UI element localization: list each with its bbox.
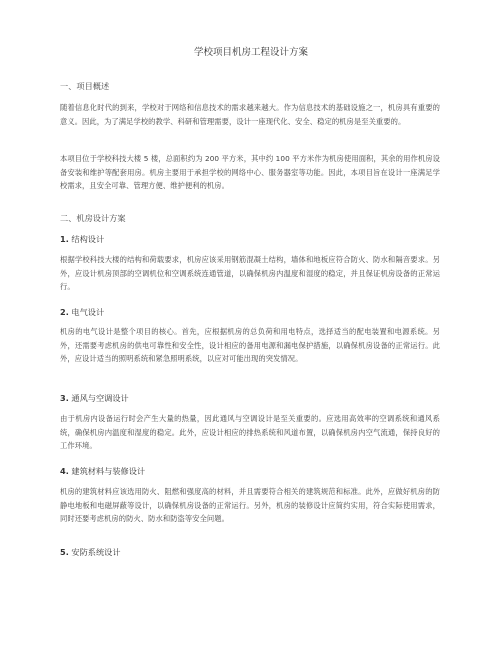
subsection-title: 建筑材料与装修设计	[71, 466, 146, 476]
document-title: 学校项目机房工程设计方案	[193, 47, 308, 58]
subsection-title: 安防系统设计	[71, 547, 121, 557]
subsection-number: 5.	[60, 547, 69, 557]
section-heading-overview: 一、项目概述	[60, 81, 110, 91]
subsection-title: 结构设计	[71, 234, 105, 244]
structure-paragraph: 根据学校科技大楼的结构和荷载要求，机房应该采用钢筋混凝土结构，墙体和地板应符合防火、防水和隔音要求。另外，应设计机房顶部的空调机位和空调系统连通管道，以确保机房内温度和湿度的稳定，并且保证机房设备的正常运行。	[60, 255, 440, 292]
section-heading-design: 二、机房设计方案	[60, 213, 126, 223]
materials-paragraph: 机房的建筑材料应该选用防火、阻燃和强度高的材料，并且需要符合相关的建筑规范和标准。此外，应做好机房的防静电地板和电磁屏蔽等设计，以确保机房设备的正常运行。另外，机房的装修设计应简约实用，符合实际使用需求，同时还要考虑机房的防火、防水和防盗等安全问题。	[60, 487, 440, 524]
overview-paragraph-1: 随着信息化时代的到来，学校对于网络和信息技术的需求越来越大。作为信息技术的基础设施之一，机房具有重要的意义。因此，为了满足学校的教学、科研和管理需要，设计一座现代化、安全、稳定的机房是至关重要的。	[60, 103, 440, 126]
subsection-number: 2.	[60, 307, 69, 317]
subsection-number: 1.	[60, 234, 69, 244]
subsection-heading-structure	[60, 233, 440, 246]
subsection-title: 通风与空调设计	[71, 393, 129, 403]
subsection-heading-security	[60, 546, 440, 559]
electrical-paragraph: 机房的电气设计是整个项目的核心。首先，应根据机房的总负荷和用电特点，选择适当的配电装置和电源系统。另外，还需要考虑机房的供电可靠性和安全性，设计相应的备用电源和漏电保护措施，以确保机房设备的正常运行。此外，应设计适当的照明系统和紧急照明系统，以应对可能出现的突发情况。	[60, 327, 440, 364]
subsection-number: 4.	[60, 466, 69, 476]
subsection-number: 3.	[60, 393, 69, 403]
subsection-heading-materials	[60, 465, 440, 478]
ventilation-paragraph: 由于机房内设备运行时会产生大量的热量，因此通风与空调设计是至关重要的。应选用高效率的空调系统和通风系统，确保机房内温度和湿度的稳定。此外，应设计相应的排热系统和风道布置，以确保机房内空气流通，保持良好的工作环境。	[60, 414, 440, 451]
overview-paragraph-2: 本项目位于学校科技大楼 5 楼，总面积约为 200 平方米，其中约 100 平方米作为机房使用面积，其余的用作机房设备安装和维护等配套用房。机房主要用于承担学校的网络中心、服务器室等功能。因此，本项目旨在设计一座满足学校需求，且安全可靠、管理方便、维护便利的机房。	[60, 154, 440, 191]
subsection-heading-ventilation	[60, 392, 440, 405]
subsection-heading-electrical	[60, 306, 440, 319]
subsection-title: 电气设计	[71, 307, 105, 317]
